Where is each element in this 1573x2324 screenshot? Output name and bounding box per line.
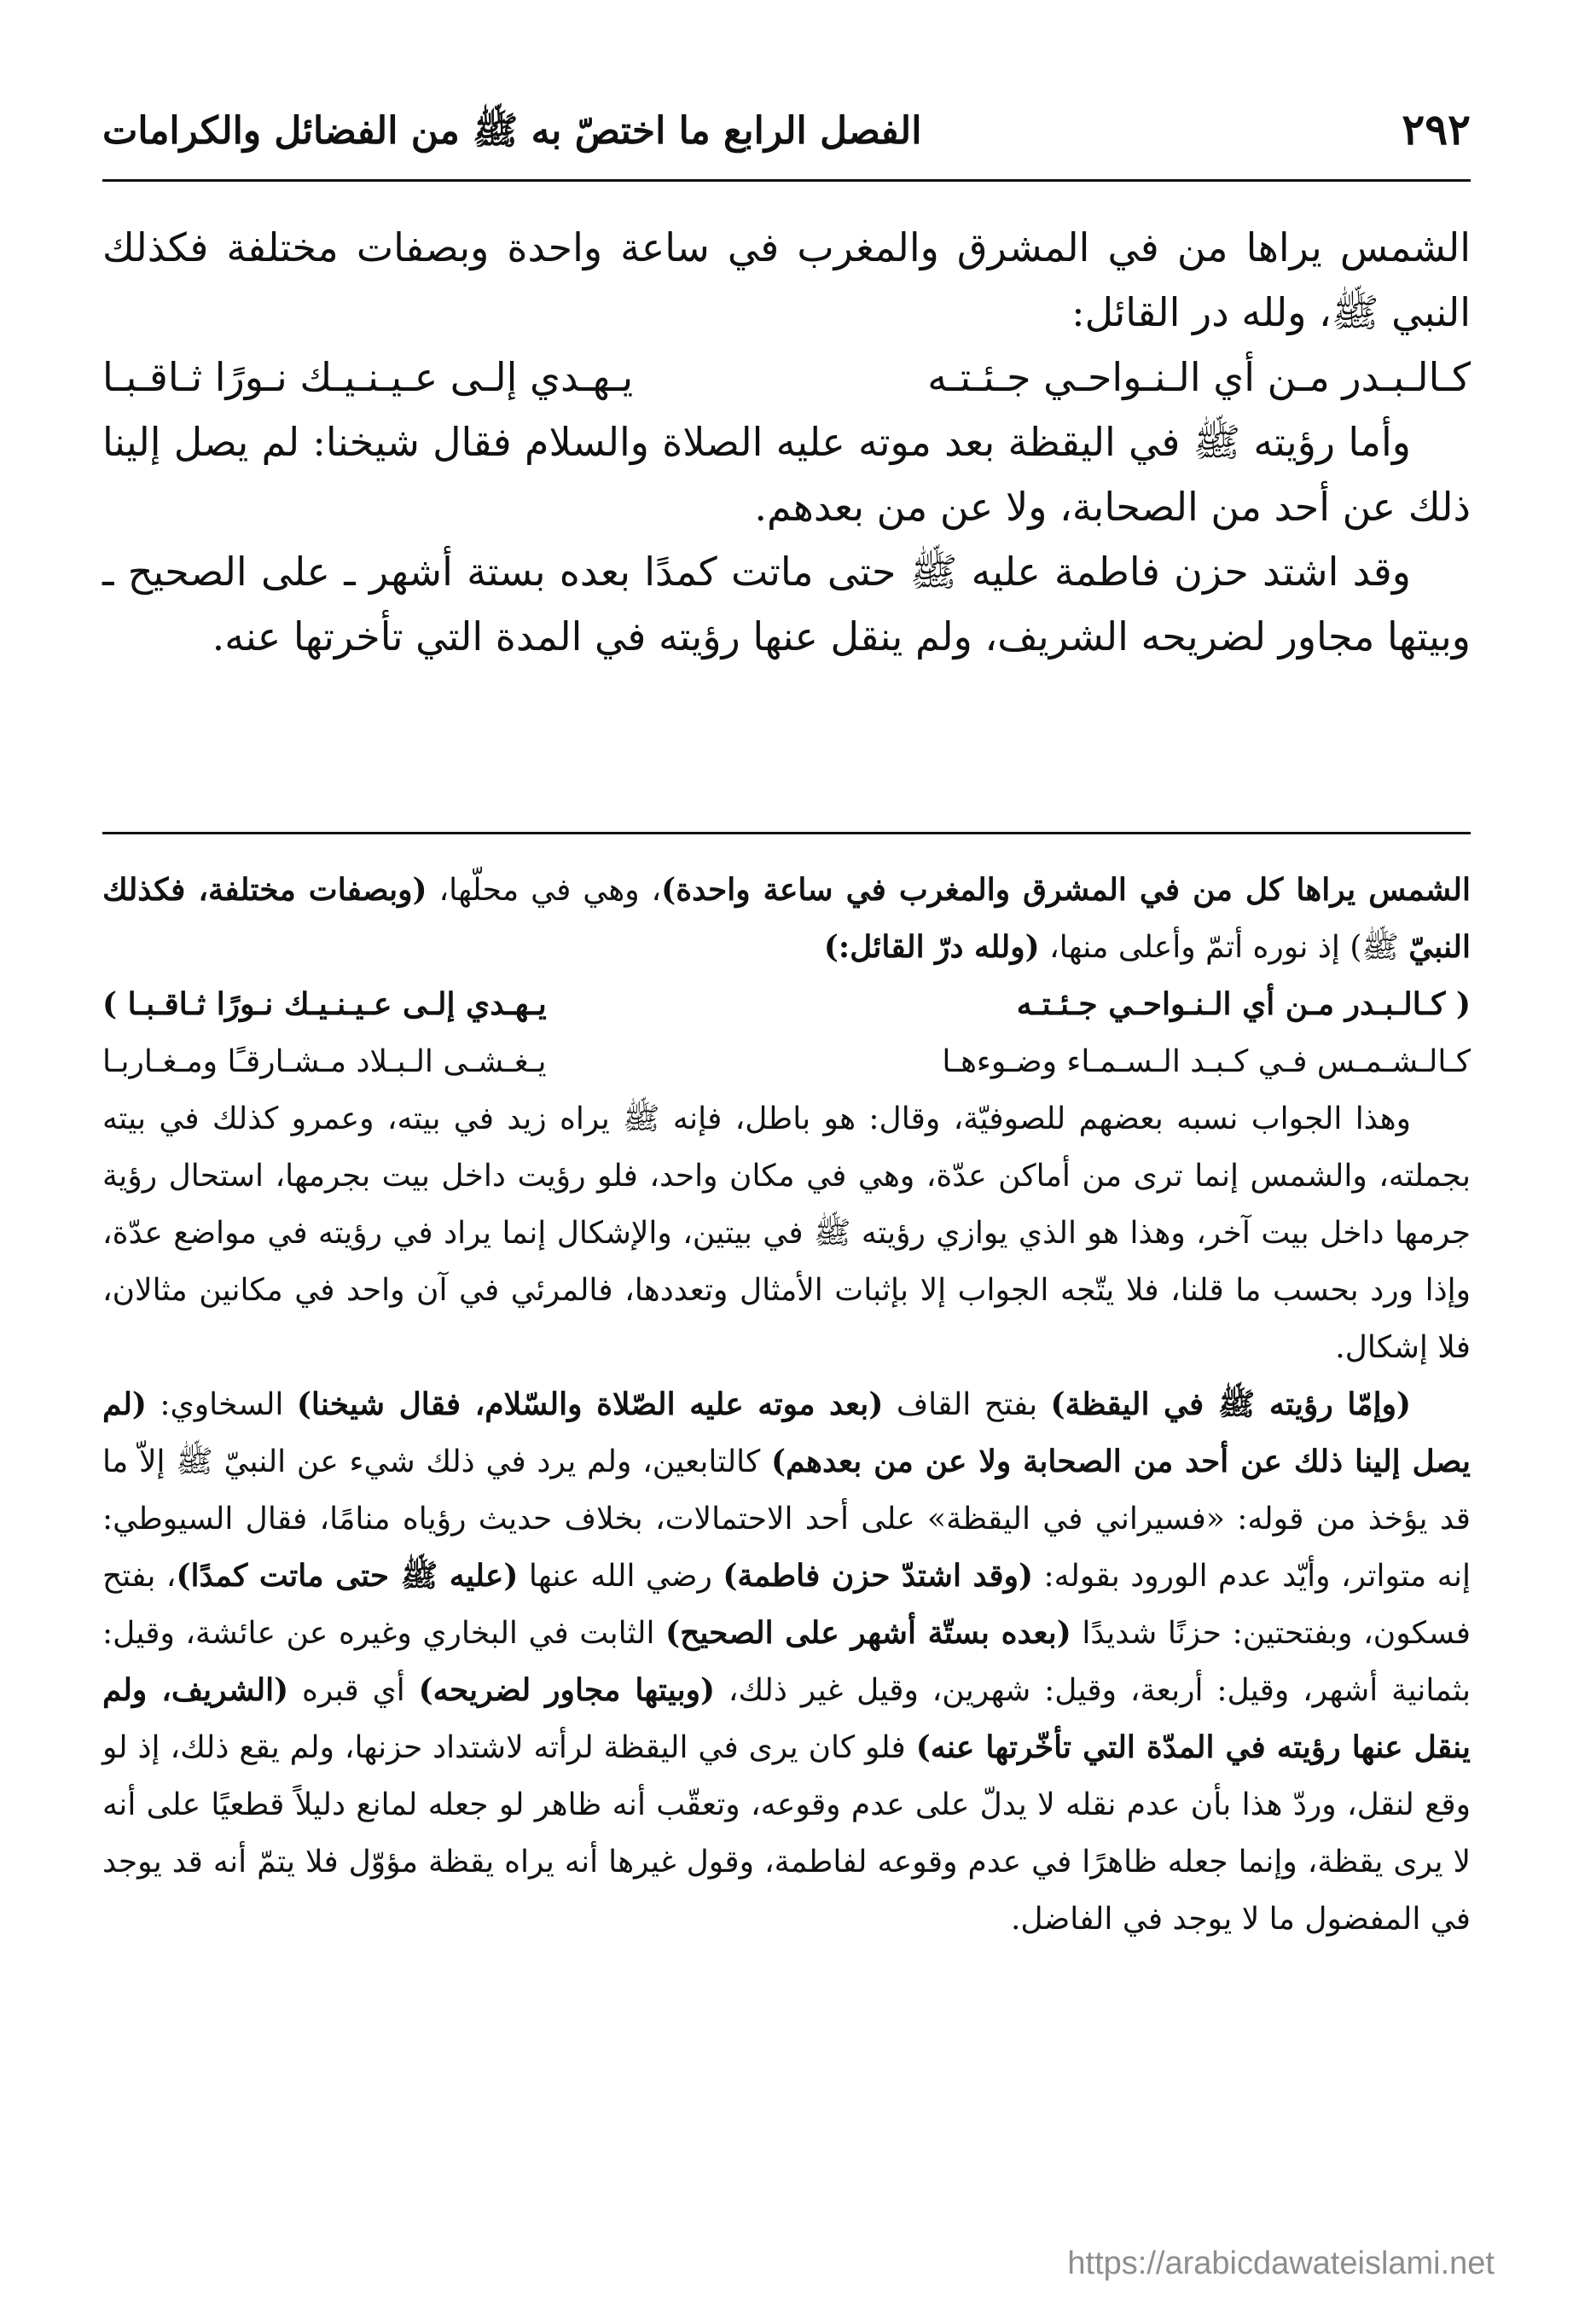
commentary-verse-2 (102, 1033, 1471, 1090)
main-paragraph-2: وأما رؤيته ﷺ في اليقظة بعد موته عليه الصلاة والسلام فقال شيخنا: لم يصل إلينا ذلك عن أحد من الصحابة، ولا عن من بعدهم. (102, 419, 1471, 530)
commentary-text (102, 862, 1471, 1948)
main-verse (102, 345, 1471, 410)
header-rule (102, 179, 1471, 182)
watermark-url: https://arabicdawateislami.net (1067, 2246, 1495, 2281)
quoted-text: (بعد موته عليه الصّلاة والسّلام، فقال شيخنا) (296, 1386, 884, 1422)
verse-hemistich-left: يـغـشـى الـبـلاد مـشـارقـًا ومـغـاربـا (102, 1044, 547, 1079)
commentary-text-run: الثابت في البخاري وغيره عن عائشة، وقيل: بثمانية أشهر، وقيل: أربعة، وقيل: شهرين، وقيل غير ذلك، (102, 1616, 1471, 1708)
commentary-verse-1 (102, 976, 1471, 1033)
verse-hemistich-left: يـهـدي إلـى عـيـنـيـك نـورًا ثـاقـبـا ) (102, 986, 547, 1022)
quoted-text: (وإمّا رؤيته ﷺ في اليقظة) (1050, 1386, 1411, 1422)
main-paragraph-1: الشمس يراها من في المشرق والمغرب في ساعة واحدة وبصفات مختلفة فكذلك النبي ﷺ، ولله در القائل: (102, 224, 1471, 335)
commentary-paragraph-2: وهذا الجواب نسبه بعضهم للصوفيّة، وقال: هو باطل، فإنه ﷺ يراه زيد في بيته، وعمرو كذلك في بيته بجملته، والشمس إنما ترى من أماكن عدّة، وهي في مكان واحد، فلو رؤيت داخل بيت بجرمها، استحال رؤية جرمها داخل بيت آخر، وهذا هو الذي يوازي رؤيته ﷺ في بيتين، والإشكال إنما يراد في رؤيته في مواضع عدّة، وإذا ورد بحسب ما قلنا، فلا يتّجه الجواب إلا بإثبات الأمثال وتعددها، فالمرئي في آن واحد في مكانين مثالان، فلا إشكال. (102, 1101, 1471, 1365)
commentary-text-run: فلو كان يرى في اليقظة لرأته لاشتداد حزنها، ولم يقع ذلك، إذ لو وقع لنقل، وردّ هذا بأن عدم نقله لا يدلّ على عدم وقوعه، وتعقّب أنه ظاهر لو جعله لمانع دليلاً قطعيًا على أنه لا يرى يقظة، وإنما جعله ظاهرًا في عدم وقوعه لفاطمة، وقول غيرها أنه يراه يقظة مؤوّل فلا يتمّ أنه قد يوجد في المفضول ما لا يوجد في الفاضل. (102, 1730, 1471, 1937)
commentary-paragraph-1 (102, 862, 1471, 976)
main-text (102, 215, 1471, 669)
quoted-text: الشمس يراها كل من في المشرق والمغرب في ساعة واحدة) (661, 872, 1471, 908)
quoted-text: (الشريف، ولم ينقل عنها رؤيته في المدّة التي تأخّرتها عنه) (102, 1672, 1471, 1765)
quoted-text: (بعده بستّة أشهر على الصحيح) (665, 1615, 1071, 1651)
quoted-text: (وقد اشتدّ حزن فاطمة) (723, 1558, 1034, 1594)
main-paragraph-3: وقد اشتد حزن فاطمة عليه ﷺ حتى ماتت كمدًا بعده بستة أشهر ـ على الصحيح ـ وبيتها مجاور لضريحه الشريف، ولم ينقل عنها رؤيته في المدة التي تأخرتها عنه. (102, 549, 1471, 659)
commentary-text-run: بفتح القاف (883, 1387, 1051, 1422)
quoted-text: (لم يصل إلينا ذلك عن أحد من الصحابة ولا عن من بعدهم) (102, 1386, 1471, 1479)
commentary-paragraph-3 (102, 1376, 1471, 1948)
quoted-text: (وبيتها مجاور لضريحه) (418, 1672, 716, 1708)
commentary-text-run: ، وهي في محلّها، (427, 873, 662, 908)
commentary-text-run: السخاوي: (146, 1387, 297, 1422)
quoted-text: (وبصفات مختلفة، فكذلك النبيّ (102, 872, 1471, 965)
commentary-text-run: كالتابعين، ولم يرد في ذلك شيء عن النبيّ ﷺ إلاّ ما قد يؤخذ من قوله: «فسيراني في اليقظة» على أحد الاحتمالات، بخلاف حديث رؤياه منامًا، فقال السيوطي: إنه متواتر، وأيّد عدم الورود بقوله: (102, 1444, 1471, 1594)
commentary-text-run: رضي الله عنها (518, 1559, 723, 1594)
verse-hemistich-right: كـالـشـمـس فـي كـبـد الـسـمـاء وضـوءهـا (942, 1044, 1471, 1079)
commentary-text-run: أي قبره (288, 1673, 419, 1708)
verse-hemistich-right: ( كـالـبـدر مـن أي الـنـواحـي جـئـتـه (1016, 986, 1471, 1022)
commentary-separator (102, 832, 1471, 834)
page-header (102, 96, 1471, 189)
verse-hemistich-left: يـهـدي إلـى عـيـنـيـك نـورًا ثـاقـبـا (102, 354, 634, 400)
commentary-text-run: ﷺ) إذ نوره أتمّ وأعلى منها، (1039, 930, 1409, 965)
page-number: ٢٩٢ (1402, 104, 1471, 154)
running-title: الفصل الرابع ما اختصّ به ﷺ من الفضائل والكرامات (102, 109, 922, 153)
verse-hemistich-right: كـالـبـدر مـن أي الـنـواحـي جـئـتـه (927, 354, 1471, 400)
commentary-text-run: ، بفتح فسكون، وبفتحتين: حزنًا شديدًا (102, 1559, 1471, 1651)
quoted-text: (عليه ﷺ حتى ماتت كمدًا) (176, 1558, 519, 1594)
quoted-text: (ولله درّ القائل:) (823, 929, 1040, 965)
